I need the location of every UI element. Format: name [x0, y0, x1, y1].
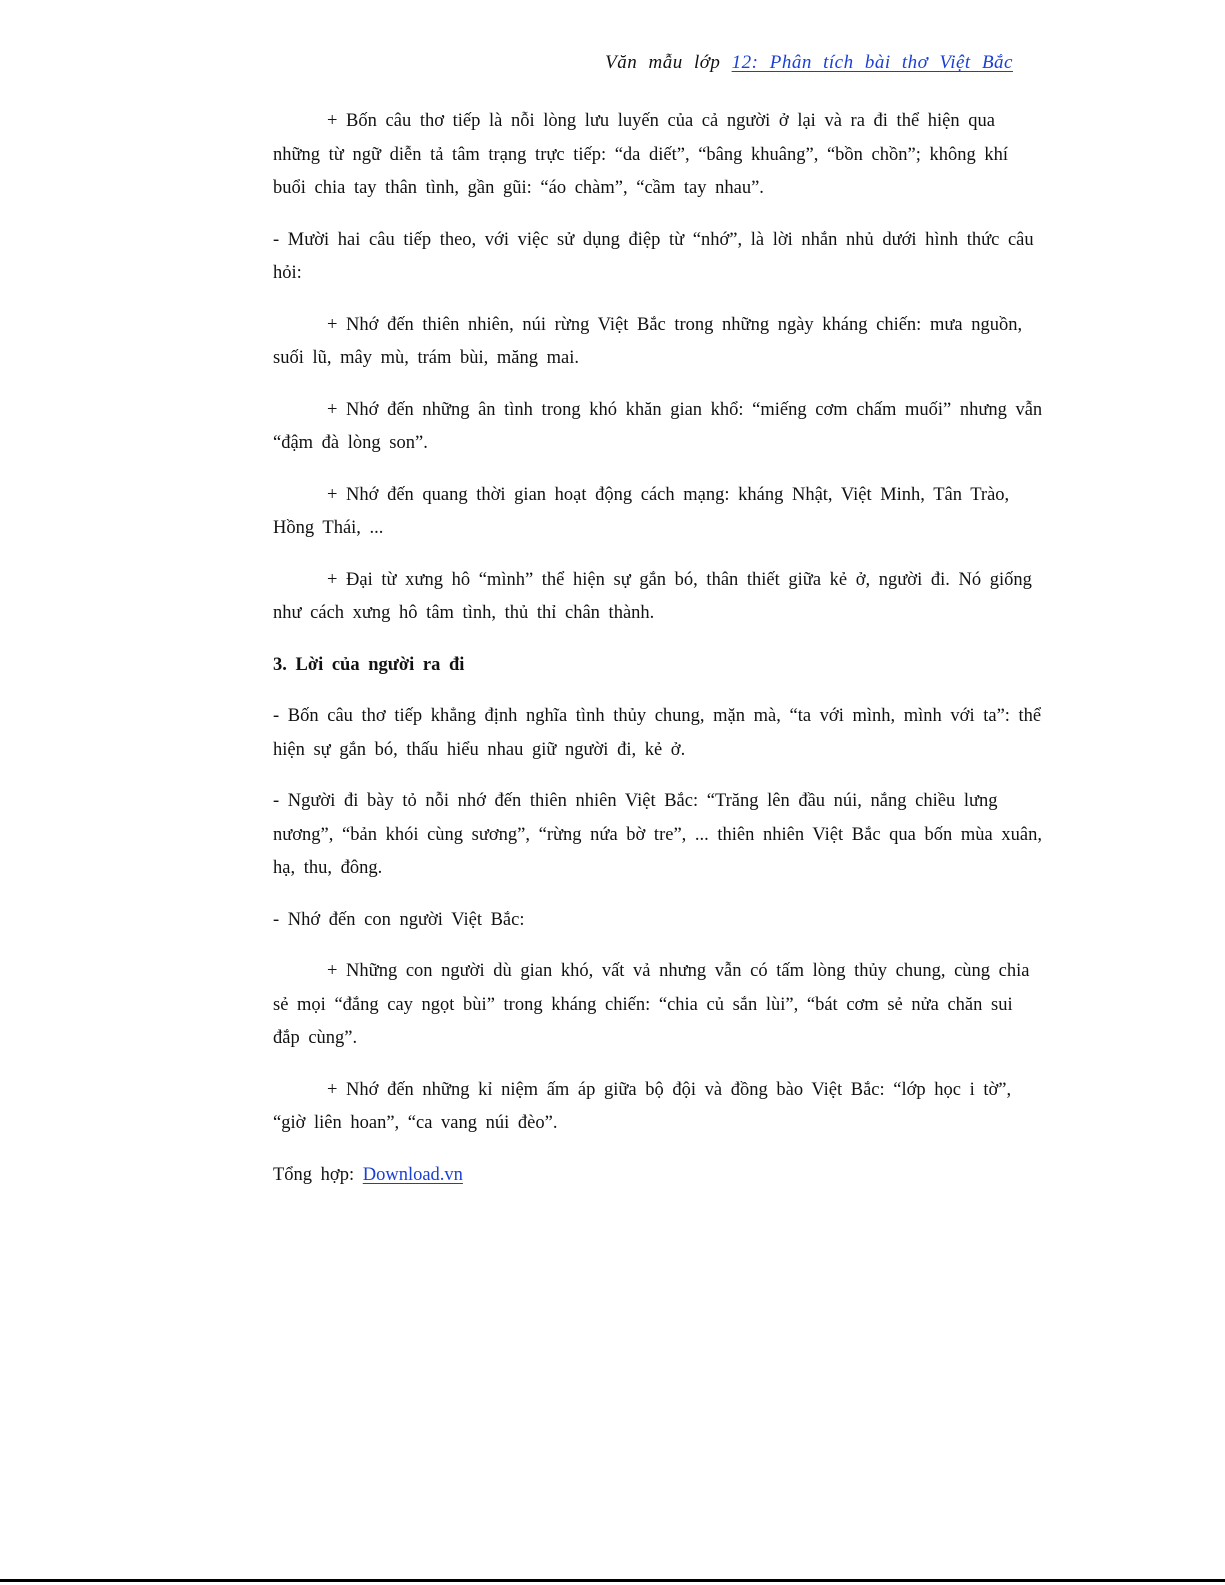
source-line	[273, 1159, 1047, 1193]
paragraph: + Những con người dù gian khó, vất vả nhưng vẫn có tấm lòng thủy chung, cùng chia sẻ mọi “đắng cay ngọt bùi” trong kháng chiến: “chia củ sắn lùi”, “bát cơm sẻ nửa chăn sui đắp cùng”.	[273, 961, 1030, 1048]
header-title-link[interactable]: 12: Phân tích bài thơ Việt Bắc	[731, 52, 1013, 73]
source-link[interactable]: Download.vn	[362, 1164, 463, 1185]
paragraph: - Bốn câu thơ tiếp khẳng định nghĩa tình thủy chung, mặn mà, “ta với mình, mình với ta”: thể hiện sự gắn bó, thấu hiểu nhau giữ người đi, kẻ ở.	[273, 706, 1042, 760]
document-body	[273, 105, 1047, 1210]
paragraph: + Bốn câu thơ tiếp là nỗi lòng lưu luyến của cả người ở lại và ra đi thể hiện qua những từ ngữ diễn tả tâm trạng trực tiếp: “da diết”, “bâng khuâng”, “bồn chồn”; không khí buổi chia tay thân tình, gần gũi: “áo chàm”, “cầm tay nhau”.	[273, 111, 1008, 198]
paragraph: - Người đi bày tỏ nỗi nhớ đến thiên nhiên Việt Bắc: “Trăng lên đầu núi, nắng chiều lưng nương”, “bản khói cùng sương”, “rừng nứa bờ tre”, ... thiên nhiên Việt Bắc qua bốn mùa xuân, hạ, thu, đông.	[273, 791, 1042, 878]
page-header	[605, 52, 1013, 74]
paragraph: + Đại từ xưng hô “mình” thể hiện sự gắn bó, thân thiết giữa kẻ ở, người đi. Nó giống như cách xưng hô tâm tình, thủ thỉ chân thành.	[273, 569, 1032, 623]
page-bottom-border	[0, 1579, 1225, 1582]
paragraph: + Nhớ đến quang thời gian hoạt động cách mạng: kháng Nhật, Việt Minh, Tân Trào, Hồng Thái, ...	[273, 484, 1010, 538]
paragraph: - Mười hai câu tiếp theo, với việc sử dụng điệp từ “nhớ”, là lời nhắn nhủ dưới hình thức câu hỏi:	[273, 229, 1034, 283]
paragraph: + Nhớ đến thiên nhiên, núi rừng Việt Bắc trong những ngày kháng chiến: mưa nguồn, suối lũ, mây mù, trám bùi, măng mai.	[273, 314, 1023, 368]
section-heading: 3. Lời của người ra đi	[273, 654, 465, 675]
source-label: Tổng hợp:	[273, 1164, 363, 1185]
paragraph: - Nhớ đến con người Việt Bắc:	[273, 909, 525, 930]
paragraph: + Nhớ đến những kỉ niệm ấm áp giữa bộ đội và đồng bào Việt Bắc: “lớp học i tờ”, “giờ liên hoan”, “ca vang núi đèo”.	[273, 1079, 1012, 1133]
header-prefix: Văn mẫu lớp	[605, 52, 732, 73]
paragraph: + Nhớ đến những ân tình trong khó khăn gian khổ: “miếng cơm chấm muối” nhưng vẫn “đậm đà lòng son”.	[273, 399, 1043, 453]
